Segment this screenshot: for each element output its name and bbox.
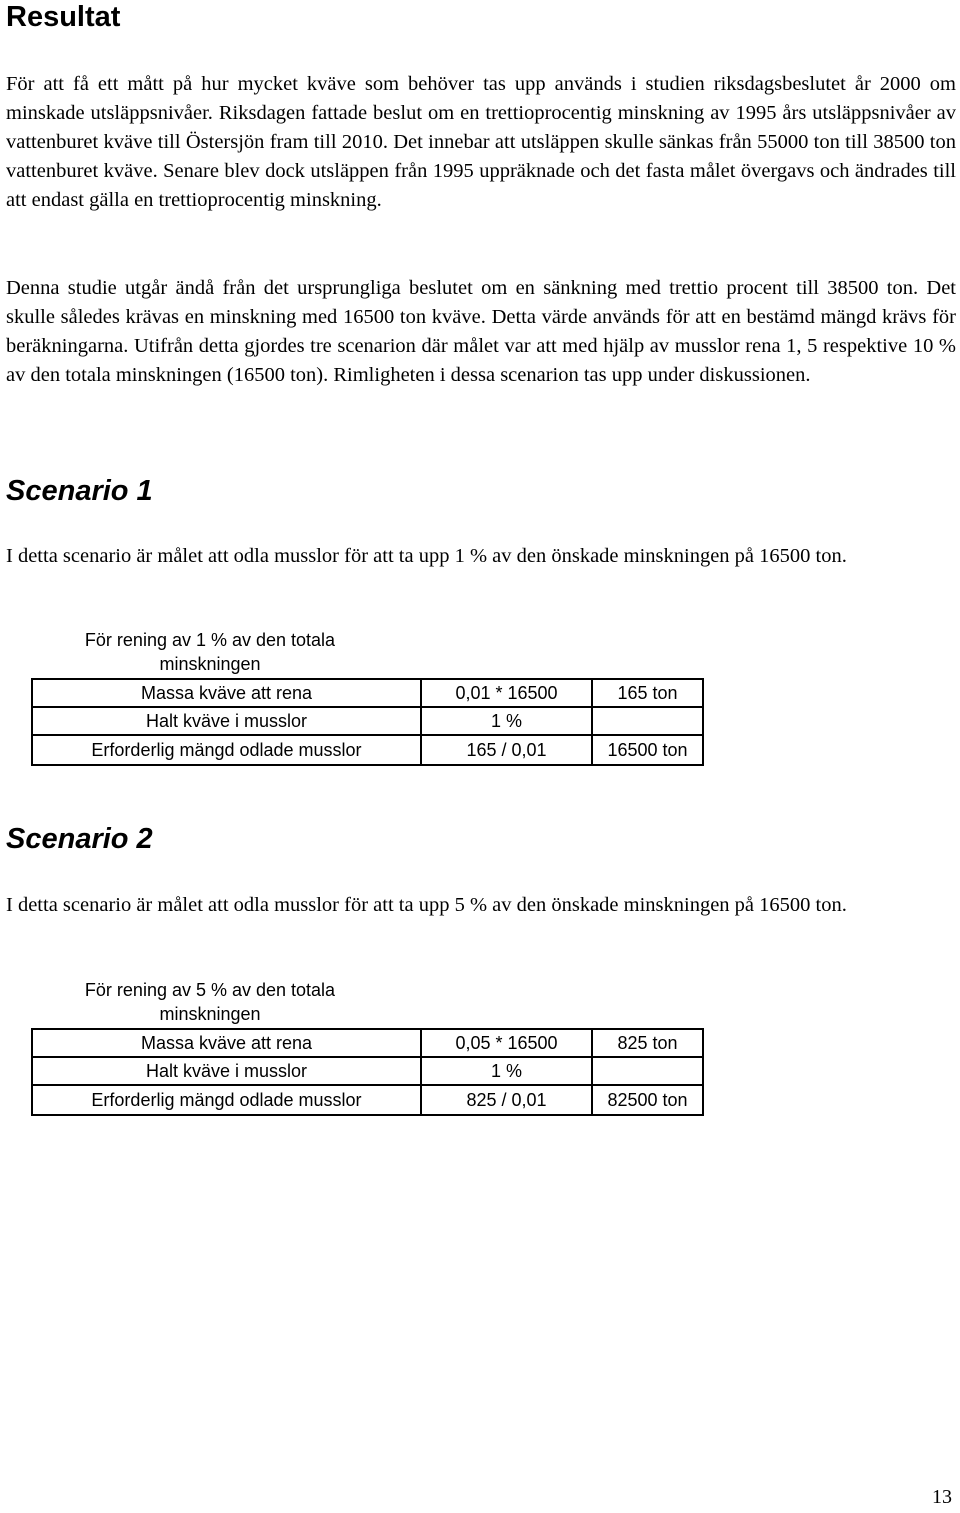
table-cell: 0,01 * 16500 [421,679,592,707]
table-cell: Halt kväve i musslor [32,707,421,735]
table-cell: 1 % [421,707,592,735]
scenario-2-heading: Scenario 2 [6,823,153,855]
table-cell: 825 / 0,01 [421,1085,592,1115]
table-row [32,735,703,765]
table-cell: 16500 ton [592,735,703,765]
intro-paragraph-2: Denna studie utgår ändå från det ursprungliga beslutet om en sänkning med trettio procent till 38500 ton. Det skulle således krävas en minskning med 16500 ton kväve. Detta värde används för att en bestämd mängd krävs för beräkningarna. Utifrån detta gjordes tre scenarion där målet var att med hjälp av musslor rena 1, 5 respektive 10 % av den totala minskningen (16500 ton). Rimligheten i dessa scenarion tas upp under diskussionen. [6,277,956,386]
table-cell: Massa kväve att rena [32,1029,421,1057]
scenario-2-text: I detta scenario är målet att odla musslor för att ta upp 5 % av den önskade minskningen på 16500 ton. [6,894,847,916]
table-cell: Massa kväve att rena [32,679,421,707]
section-heading-resultat: Resultat [6,1,121,33]
table-cell: 82500 ton [592,1085,703,1115]
table-cell: Erforderlig mängd odlade musslor [32,735,421,765]
intro-paragraph-1: För att få ett mått på hur mycket kväve som behöver tas upp används i studien riksdagsbeslutet år 2000 om minskade utsläppsnivåer. Riksdagen fattade beslut om en trettioprocentig minskning av 1995 års utsläppsnivåer av vattenburet kväve till Östersjön fram till 2010. Det innebar att utsläppen skulle sänkas från 55000 ton till 38500 ton vattenburet kväve. Senare blev dock utsläppen från 1995 uppräknade och det fasta målet övergavs och ändrades till att endast gälla en trettioprocentig minskning. [6,73,956,211]
scenario-1-text: I detta scenario är målet att odla musslor för att ta upp 1 % av den önskade minskningen på 16500 ton. [6,545,847,567]
table-row [32,1057,703,1085]
table-cell: Erforderlig mängd odlade musslor [32,1085,421,1115]
table-cell [592,1057,703,1085]
table-row [32,1085,703,1115]
table-row [32,707,703,735]
table-cell: 165 ton [592,679,703,707]
table-cell: 1 % [421,1057,592,1085]
table-cell: 0,05 * 16500 [421,1029,592,1057]
table-row [32,679,703,707]
scenario-2-table [31,1028,704,1116]
table-cell [592,707,703,735]
table-cell: 825 ton [592,1029,703,1057]
table-cell: 165 / 0,01 [421,735,592,765]
page-number: 13 [932,1486,952,1508]
scenario-1-heading: Scenario 1 [6,475,153,507]
table-cell: Halt kväve i musslor [32,1057,421,1085]
scenario-1-table [31,678,704,766]
scenario-1-table-caption: För rening av 1 % av den totala minskningen [84,630,336,674]
table-row [32,1029,703,1057]
scenario-2-table-caption: För rening av 5 % av den totala minskningen [84,980,336,1024]
